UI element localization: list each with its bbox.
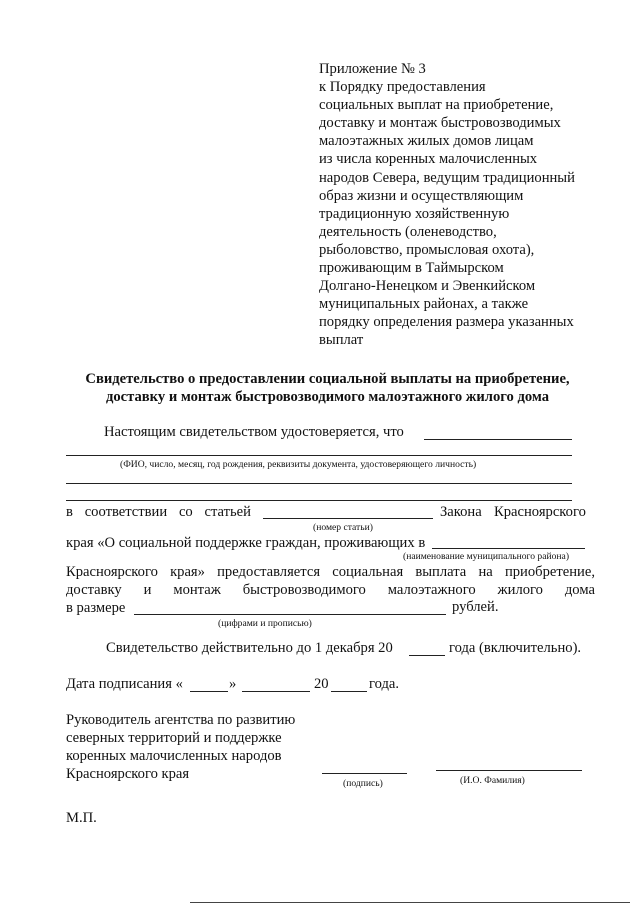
appendix-line: порядку определения размера указанных xyxy=(319,314,574,331)
word: в xyxy=(66,504,73,520)
title-line-2: доставку и монтаж быстровозводимого малоэтажного жилого дома xyxy=(105,389,550,405)
district-hint: (наименование муниципального района) xyxy=(403,551,570,562)
stamp-place: М.П. xyxy=(66,810,97,826)
sign-date-label: Дата подписания « xyxy=(66,676,183,692)
sign-date-suffix: года. xyxy=(369,676,400,692)
rubles-text: рублей. xyxy=(452,599,499,615)
appendix-line: социальных выплат на приобретение, xyxy=(319,97,554,114)
appendix-line: образ жизни и осуществляющим xyxy=(319,187,524,204)
word: малоэтажного xyxy=(387,582,476,598)
validity-text: Свидетельство действительно до 1 декабря 20 xyxy=(106,640,393,656)
word: предоставляется xyxy=(217,564,321,580)
word: статьей xyxy=(204,504,251,520)
recipient-name-field[interactable] xyxy=(424,439,572,440)
word: со xyxy=(178,504,193,520)
document-title xyxy=(60,370,595,406)
recipient-details-field-3[interactable] xyxy=(66,500,572,501)
provided-text xyxy=(66,564,595,581)
signature-hint: (подпись) xyxy=(343,778,383,789)
amount-label: в размере xyxy=(66,600,126,616)
law-region: Красноярского xyxy=(494,504,586,520)
delivery-text xyxy=(66,582,595,599)
name-hint: (И.О. Фамилия) xyxy=(460,775,525,786)
head-title-line: северных территорий и поддержке xyxy=(66,730,282,746)
appendix-line: выплат xyxy=(319,332,364,349)
name-field[interactable] xyxy=(436,770,582,771)
title-line-1: Свидетельство о предоставлении социальной выплаты на приобретение, xyxy=(85,371,570,387)
appendix-line: народов Севера, ведущим традиционный xyxy=(319,169,575,186)
page-bottom-rule xyxy=(190,902,630,903)
recipient-details-field-2[interactable] xyxy=(66,483,572,484)
appendix-line: к Порядку предоставления xyxy=(319,79,486,96)
head-title-line: Красноярского края xyxy=(66,766,190,782)
word: социальная xyxy=(332,564,404,580)
sign-date-year-prefix: 20 xyxy=(314,676,329,692)
fio-hint: (ФИО, число, месяц, год рождения, реквизиты документа, удостоверяющего личность) xyxy=(120,459,477,470)
head-title-line: Руководитель агентства по развитию xyxy=(66,712,296,728)
appendix-line: рыболовство, промысловая охота), xyxy=(319,241,535,258)
word: Красноярского xyxy=(66,564,158,580)
accordance-text xyxy=(66,504,251,521)
appendix-line: малоэтажных жилых домов лицам xyxy=(319,133,534,150)
article-number-field[interactable] xyxy=(263,518,433,519)
word: дома xyxy=(564,582,595,598)
sign-year-field[interactable] xyxy=(331,691,367,692)
certify-text: Настоящим свидетельством удостоверяется, что xyxy=(104,424,404,440)
signature-field[interactable] xyxy=(322,773,407,774)
word: соответствии xyxy=(84,504,168,520)
appendix-line: доставку и монтаж быстровозводимых xyxy=(319,115,561,132)
amount-field[interactable] xyxy=(134,614,446,615)
appendix-line: деятельность (оленеводство, xyxy=(319,223,497,240)
article-hint: (номер статьи) xyxy=(313,522,373,533)
appendix-header xyxy=(319,60,619,350)
appendix-line: традиционную хозяйственную xyxy=(319,205,510,222)
word: доставку xyxy=(66,582,122,598)
head-title-line: коренных малочисленных народов xyxy=(66,748,282,764)
word: выплата xyxy=(415,564,467,580)
amount-hint: (цифрами и прописью) xyxy=(218,618,312,629)
appendix-line: проживающим в Таймырском xyxy=(319,260,504,277)
district-field[interactable] xyxy=(432,548,585,549)
word: на xyxy=(478,564,493,580)
appendix-line: Приложение № 3 xyxy=(319,61,426,77)
appendix-line: Долгано-Ненецком и Эвенкийском xyxy=(319,278,536,295)
appendix-line: муниципальных районах, а также xyxy=(319,296,529,313)
word: монтаж xyxy=(173,582,221,598)
law-name-text: края «О социальной поддержке граждан, проживающих в xyxy=(66,535,426,551)
law-word: Закона xyxy=(440,504,482,520)
sign-day-field[interactable] xyxy=(190,691,228,692)
word: жилого xyxy=(497,582,543,598)
validity-year-field[interactable] xyxy=(409,655,445,656)
word: края» xyxy=(170,564,205,580)
sign-date-quote: » xyxy=(229,676,237,692)
appendix-line: из числа коренных малочисленных xyxy=(319,151,538,168)
word: быстровозводимого xyxy=(242,582,366,598)
validity-suffix: года (включительно). xyxy=(449,640,582,656)
recipient-details-field[interactable] xyxy=(66,455,572,456)
word: и xyxy=(143,582,152,598)
word: приобретение, xyxy=(504,564,595,580)
sign-month-field[interactable] xyxy=(242,691,310,692)
